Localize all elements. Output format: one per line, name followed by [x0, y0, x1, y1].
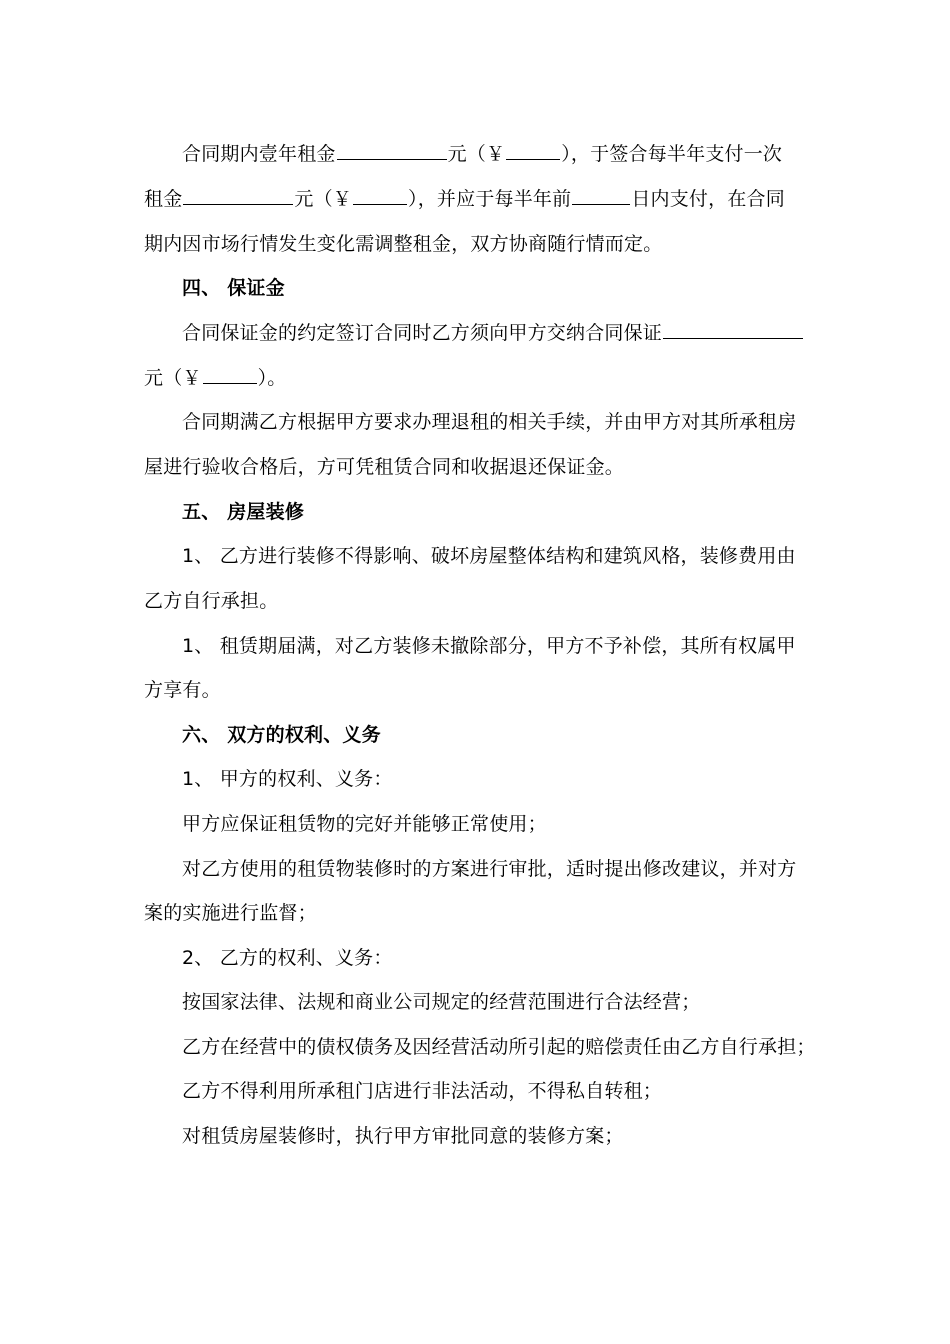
rent-text: 元（￥ — [447, 143, 506, 165]
party-b-duty-3: 乙方不得利用所承租门店进行非法活动，不得私自转租； — [182, 1080, 663, 1102]
annual-rent-amount-blank — [506, 141, 560, 160]
section-heading-deposit: 四、 保证金 — [182, 277, 285, 299]
rent-line-2 — [144, 186, 814, 212]
deposit-refund-line-1: 合同期满乙方根据甲方要求办理退租的相关手续，并由甲方对其所承租房 — [182, 411, 797, 433]
rent-text: 元（￥ — [294, 188, 353, 210]
deposit-text: ）。 — [257, 367, 287, 389]
party-a-duty-1: 甲方应保证租赁物的完好并能够正常使用； — [182, 813, 547, 835]
section-heading-rights: 六、 双方的权利、义务 — [182, 724, 381, 746]
party-a-title: 1、 甲方的权利、义务： — [182, 768, 393, 790]
party-a-duty-2-line-2: 案的实施进行监督； — [144, 902, 317, 924]
half-year-rent-blank — [183, 186, 293, 205]
decoration-item-2-line-1: 1、 租赁期届满，对乙方装修未撤除部分，甲方不予补偿，其所有权属甲 — [182, 635, 796, 657]
deposit-refund-line-2: 屋进行验收合格后，方可凭租赁合同和收据退还保证金。 — [144, 456, 625, 478]
party-b-duty-4: 对租赁房屋装修时，执行甲方审批同意的装修方案； — [182, 1125, 624, 1147]
rent-line-3: 期内因市场行情发生变化需调整租金，双方协商随行情而定。 — [144, 233, 663, 255]
deposit-blank — [663, 320, 803, 339]
rent-text: ），并应于每半年前 — [408, 188, 572, 210]
decoration-item-2-line-2: 方享有。 — [144, 679, 221, 701]
half-year-rent-amount-blank — [353, 186, 407, 205]
deposit-line-2 — [144, 365, 814, 391]
deposit-text: 元（￥ — [144, 367, 202, 389]
annual-rent-blank — [337, 141, 447, 160]
rent-text: 合同期内壹年租金 — [182, 143, 336, 165]
deposit-amount-blank — [203, 365, 257, 384]
decoration-item-1-line-2: 乙方自行承担。 — [144, 590, 279, 612]
party-b-duty-1: 按国家法律、法规和商业公司规定的经营范围进行合法经营； — [182, 991, 701, 1013]
rent-text: 租金 — [144, 188, 183, 210]
decoration-item-1-line-1: 1、 乙方进行装修不得影响、破坏房屋整体结构和建筑风格，装修费用由 — [182, 545, 796, 567]
section-heading-decoration: 五、 房屋装修 — [182, 501, 305, 523]
party-b-title: 2、 乙方的权利、义务： — [182, 947, 393, 969]
rent-line-1 — [182, 141, 852, 167]
party-b-duty-2: 乙方在经营中的债权债务及因经营活动所引起的赔偿责任由乙方自行承担； — [182, 1036, 816, 1058]
deposit-line-1 — [182, 320, 852, 346]
party-a-duty-2-line-1: 对乙方使用的租赁物装修时的方案进行审批，适时提出修改建议，并对方 — [182, 858, 797, 880]
deposit-text: 合同保证金的约定签订合同时乙方须向甲方交纳合同保证 — [182, 322, 663, 344]
rent-text: ），于签合每半年支付一次 — [561, 143, 783, 165]
rent-text: 日内支付，在合同 — [631, 188, 785, 210]
payment-days-blank — [572, 186, 630, 205]
